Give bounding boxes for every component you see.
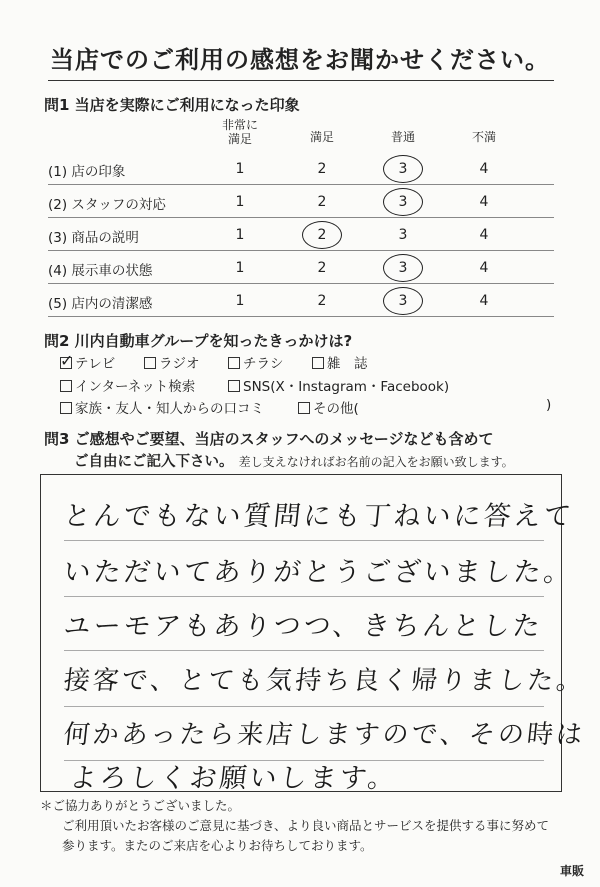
q2-heading: 問2 川内自動車グループを知ったきっかけは? [44, 332, 353, 350]
q1-column-header: 満足 [309, 130, 334, 144]
q2-option-label: SNS(X・Instagram・Facebook) [243, 379, 450, 395]
q3-heading-line2 [74, 450, 514, 471]
handwritten-line: 何かあったら来店しますので、その時は [62, 720, 587, 750]
handwritten-line: ユーモアもありつつ、きちんとした [62, 611, 545, 642]
selected-circle-mark [383, 155, 423, 183]
handwritten-line: とんでもない質問にも丁ねいに答えて [62, 501, 576, 532]
q2-option-label: テレビ [75, 356, 116, 372]
q1-scale-option[interactable]: 3 [398, 161, 408, 177]
q1-scale-option[interactable]: 4 [479, 293, 489, 309]
q1-column-header: 不満 [471, 130, 496, 144]
selected-circle-mark [383, 254, 423, 282]
q1-scale-option[interactable]: 2 [317, 293, 327, 309]
q2-option[interactable] [228, 375, 449, 395]
q1-row-divider [48, 250, 554, 251]
q1-row-divider [48, 184, 554, 185]
q2-option[interactable] [144, 352, 200, 372]
q1-heading: 問1 当店を実際にご利用になった印象 [44, 96, 300, 114]
q2-option[interactable] [60, 352, 115, 372]
q2-option-label: チラシ [243, 356, 284, 372]
q1-row-divider [48, 283, 554, 284]
q1-row-label: (3) 商品の説明 [48, 230, 139, 246]
q1-scale-option[interactable]: 3 [398, 293, 408, 309]
q2-option-label: インターネット検索 [75, 379, 196, 395]
q1-row-divider [48, 316, 554, 317]
footer-line2: ご利用頂いたお客様のご意見に基づき、より良い商品とサービスを提供する事に努めて [62, 818, 550, 833]
q1-scale-option[interactable]: 3 [398, 194, 408, 210]
checkbox-icon[interactable] [312, 357, 324, 369]
check-mark-icon: ✓ [60, 351, 74, 370]
dept-stamp: 車販 [560, 864, 585, 878]
checkbox-icon[interactable] [144, 357, 156, 369]
selected-circle-mark [383, 188, 423, 216]
q1-scale-option[interactable]: 3 [398, 227, 408, 243]
comment-ruled-line [64, 596, 544, 597]
title-underline [48, 80, 554, 81]
q1-scale-option[interactable]: 1 [235, 194, 245, 210]
q1-scale-option[interactable]: 3 [398, 260, 408, 276]
other-close-paren: ) [546, 397, 552, 413]
q2-option-label: 家族・友人・知人からの口コミ [75, 401, 264, 417]
q2-option-label: その他( [313, 401, 359, 417]
handwritten-line: いただいてありがとうございました。 [62, 557, 576, 588]
q2-option[interactable] [228, 352, 284, 372]
q3-heading-small: 差し支えなければお名前の記入をお願い致します。 [238, 455, 514, 469]
q1-scale-option[interactable]: 1 [235, 293, 245, 309]
q1-scale-option[interactable]: 1 [235, 260, 245, 276]
q1-row-label: (2) スタッフの対応 [48, 197, 166, 213]
comment-ruled-line [64, 650, 544, 651]
q1-row-label: (1) 店の印象 [48, 164, 126, 180]
q2-option[interactable] [60, 397, 264, 417]
footer-line3: 参ります。またのご来店を心よりお待ちしております。 [62, 838, 373, 853]
checkbox-icon[interactable] [60, 402, 72, 414]
q1-scale-option[interactable]: 2 [317, 194, 327, 210]
q1-scale-option[interactable]: 2 [317, 260, 327, 276]
q1-scale-option[interactable]: 4 [479, 227, 489, 243]
q1-scale-option[interactable]: 1 [235, 161, 245, 177]
comment-ruled-line [64, 706, 544, 707]
q1-row-label: (5) 店内の清潔感 [48, 296, 153, 312]
q2-option-label: ラジオ [159, 356, 200, 372]
q3-heading-main: ご自由にご記入下さい。 [74, 454, 234, 470]
q1-scale-option[interactable]: 4 [479, 194, 489, 210]
q1-scale-option[interactable]: 1 [235, 227, 245, 243]
q1-scale-option[interactable]: 4 [479, 161, 489, 177]
q1-column-header: 普通 [390, 130, 415, 144]
q3-heading-line1: 問3 ご感想やご要望、当店のスタッフへのメッセージなども含めて [44, 430, 494, 448]
footer-thanks: ＊ご協力ありがとうございました。 [40, 798, 241, 813]
q1-scale-option[interactable]: 2 [317, 161, 327, 177]
page-title: 当店でのご利用の感想をお聞かせください。 [50, 46, 550, 74]
handwritten-line: 接客で、とても気持ち良く帰りました。 [62, 666, 587, 696]
checkbox-icon[interactable] [228, 380, 240, 392]
q2-option-label: 雑 誌 [327, 356, 368, 372]
selected-circle-mark [302, 221, 342, 249]
selected-circle-mark [383, 287, 423, 315]
q2-option[interactable] [298, 397, 359, 417]
handwritten-line: よろしくお願いします。 [68, 763, 400, 794]
q2-option[interactable] [312, 352, 368, 372]
q1-column-header: 非常に 満足 [221, 118, 258, 146]
checkbox-icon[interactable] [298, 402, 310, 414]
q1-row-divider [48, 217, 554, 218]
checked-box-icon[interactable] [60, 351, 74, 370]
q1-scale-option[interactable]: 2 [317, 227, 327, 243]
checkbox-icon[interactable] [60, 380, 72, 392]
checkbox-icon[interactable] [228, 357, 240, 369]
q1-scale-option[interactable]: 4 [479, 260, 489, 276]
q2-option[interactable] [60, 375, 195, 395]
comment-ruled-line [64, 540, 544, 541]
q1-row-label: (4) 展示車の状態 [48, 263, 153, 279]
